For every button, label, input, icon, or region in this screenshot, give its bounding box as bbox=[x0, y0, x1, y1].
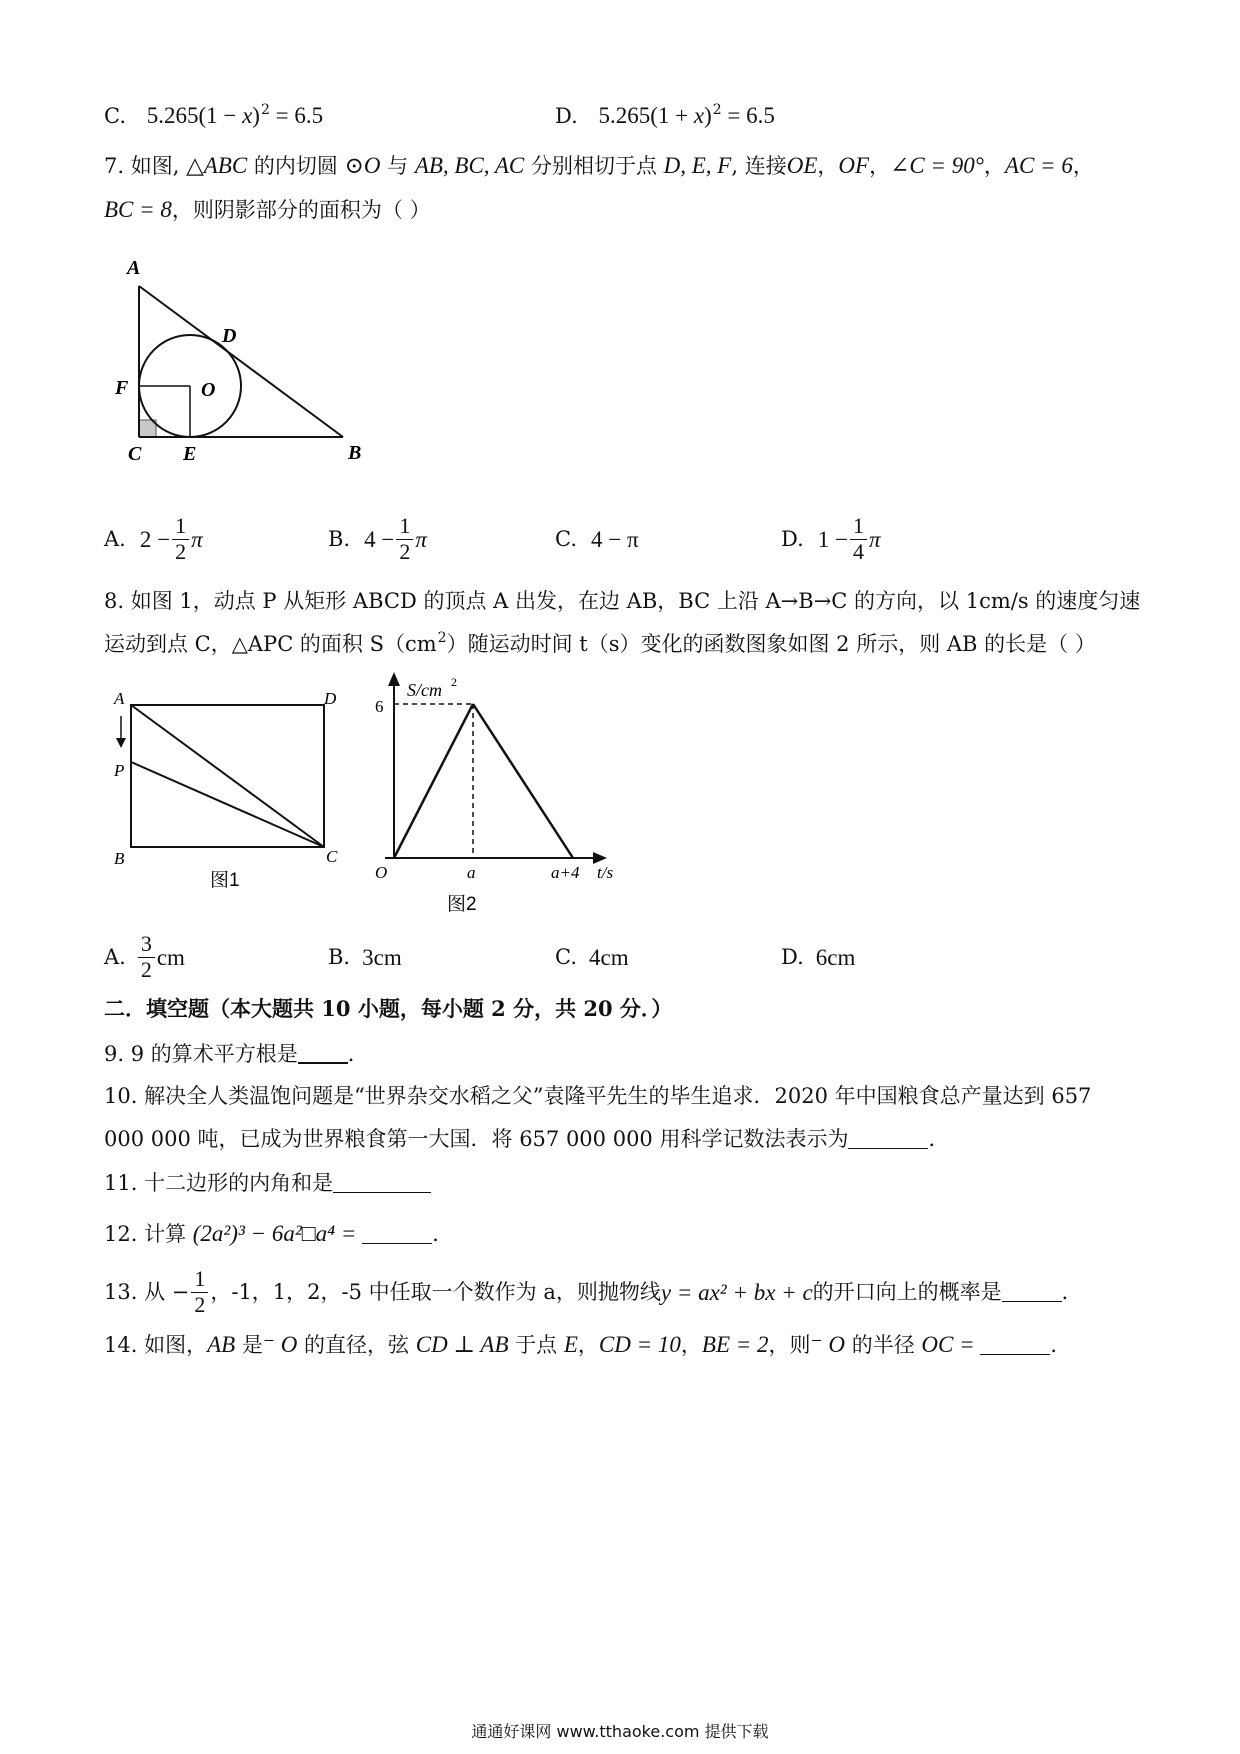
answer-blank[interactable] bbox=[848, 1130, 928, 1149]
q7-option-c bbox=[555, 512, 639, 566]
option-text: cm bbox=[156, 944, 185, 970]
q10-end: ． bbox=[928, 1127, 950, 1151]
frac-num: 1 bbox=[172, 514, 189, 539]
option-label: A. bbox=[104, 526, 126, 551]
label-a: A bbox=[114, 689, 125, 708]
option-expr-prefix: 5.265(1 + bbox=[598, 103, 694, 128]
q9 bbox=[104, 1044, 369, 1065]
option-label: C. bbox=[104, 104, 126, 128]
option-pre: 1 − bbox=[817, 526, 848, 552]
q7-triangle: △ABC bbox=[186, 153, 248, 178]
option-rhs: = 6.5 bbox=[269, 103, 324, 128]
q8-text: 运动到点 C，△APC 的面积 S（cm bbox=[104, 632, 437, 656]
q8-text: ）随运动时间 t（s）变化的函数图象如图 2 所示，则 AB 的长是（ ） bbox=[446, 632, 1096, 656]
frac-num: 1 bbox=[191, 1267, 208, 1292]
label-c: C bbox=[128, 443, 142, 465]
option-expr-var: x bbox=[242, 103, 253, 128]
label-a: A bbox=[127, 257, 141, 279]
q7-ac: AC = 6 bbox=[1004, 153, 1073, 178]
option-pre: 4 − bbox=[364, 526, 395, 552]
label-p: P bbox=[114, 761, 125, 780]
q8-option-d bbox=[781, 930, 855, 984]
q14-text: 的半径 bbox=[845, 1333, 922, 1357]
q7-text: 7. 如图, bbox=[104, 154, 187, 178]
option-label: A. bbox=[104, 944, 126, 969]
q7-angle: ∠C = 90° bbox=[890, 153, 984, 178]
q7-option-a bbox=[104, 512, 203, 566]
option-expr-var: x bbox=[693, 103, 705, 128]
q7-line2 bbox=[104, 198, 431, 221]
label-e: E bbox=[183, 443, 197, 465]
option-pre: 2 − bbox=[139, 526, 171, 552]
y-tick-6: 6 bbox=[375, 697, 384, 716]
origin-label: O bbox=[375, 863, 388, 882]
q12-text: 12. 计算 bbox=[104, 1222, 193, 1246]
option-label: B. bbox=[328, 526, 351, 551]
q7-line1 bbox=[104, 154, 1094, 177]
q12-end: ． bbox=[432, 1222, 454, 1246]
q6-option-d bbox=[555, 104, 775, 127]
q7-text: , 连接 bbox=[731, 154, 787, 178]
q7-text: 与 bbox=[380, 154, 415, 178]
frac-den: 2 bbox=[194, 1291, 206, 1317]
option-label: D. bbox=[781, 944, 804, 969]
q10-line2 bbox=[104, 1129, 949, 1150]
label-b: B bbox=[348, 442, 362, 464]
q13-text: ，-1，1，2，-5 中任取一个数作为 a，则抛物线 bbox=[210, 1279, 661, 1304]
option-post: π bbox=[415, 526, 427, 552]
x-axis-label: t/s bbox=[597, 863, 614, 882]
q8-option-a bbox=[104, 930, 185, 984]
q14-end: ． bbox=[1050, 1333, 1072, 1357]
answer-blank[interactable] bbox=[333, 1174, 431, 1193]
q8-line1: 8. 如图 1，动点 P 从矩形 ABCD 的顶点 A 出发，在边 AB，BC 上沿 A→B→C 的方向，以 1cm/s 的速度匀速 bbox=[104, 589, 1141, 613]
frac-den: 2 bbox=[399, 538, 411, 564]
y-axis-label-sup: 2 bbox=[451, 675, 457, 689]
label-d: D bbox=[324, 689, 337, 708]
q7-option-b bbox=[328, 512, 427, 566]
q7-text: ，则阴影部分的面积为（ ） bbox=[171, 198, 431, 222]
q7-figure bbox=[100, 250, 400, 480]
answer-blank[interactable] bbox=[980, 1336, 1050, 1355]
option-fraction bbox=[138, 932, 155, 981]
y-axis-label: S/cm bbox=[407, 680, 442, 700]
q7-text: ， bbox=[817, 154, 839, 178]
q14-text: 于点 bbox=[508, 1333, 564, 1357]
option-post: π bbox=[869, 526, 881, 552]
q7-points: D, E, F bbox=[663, 153, 732, 178]
q8-figure-2 bbox=[365, 668, 635, 918]
q8-figure-1 bbox=[108, 680, 348, 900]
q10-text: 000 000 吨，已成为世界粮食第一大国．将 657 000 000 用科学记数法表示为 bbox=[104, 1127, 849, 1151]
q9-text: 9. 9 的算术平方根是 bbox=[104, 1042, 298, 1066]
q14-cd: CD ⊥ AB bbox=[415, 1332, 509, 1357]
option-label: B. bbox=[328, 944, 351, 969]
q8-sup: 2 bbox=[437, 630, 447, 646]
y-axis-arrow-icon bbox=[388, 672, 400, 686]
x-tick-a-plus-4: a+4 bbox=[551, 863, 580, 882]
frac-den: 4 bbox=[853, 538, 864, 564]
frac-den: 2 bbox=[140, 956, 152, 982]
q12 bbox=[104, 1222, 453, 1245]
answer-blank[interactable] bbox=[1002, 1283, 1062, 1302]
option-label: D. bbox=[781, 526, 804, 551]
figure-caption: 图2 bbox=[447, 894, 477, 915]
option-post: π bbox=[191, 526, 203, 552]
option-label: C. bbox=[555, 944, 577, 969]
q7-circle: ⊙O bbox=[344, 153, 381, 178]
q11-text: 11. 十二边形的内角和是 bbox=[104, 1171, 334, 1195]
q7-text: ， bbox=[1072, 154, 1094, 178]
frac-num: 1 bbox=[850, 514, 867, 539]
down-arrow-icon bbox=[116, 738, 126, 748]
q14-cd-value: CD = 10 bbox=[598, 1332, 681, 1357]
answer-blank[interactable] bbox=[298, 1044, 348, 1064]
q7-option-d bbox=[781, 512, 881, 566]
q7-bc: BC = 8 bbox=[104, 197, 172, 222]
q14-text: 14. 如图， bbox=[104, 1333, 208, 1357]
q13-expression: y = ax² + bx + c bbox=[660, 1279, 813, 1305]
option-expr-prefix: 5.265(1 − bbox=[146, 103, 243, 128]
q8-option-b bbox=[328, 930, 402, 984]
option-text: 6cm bbox=[815, 944, 856, 970]
option-fraction bbox=[396, 514, 413, 563]
q13-fraction bbox=[191, 1267, 208, 1316]
option-fraction bbox=[850, 514, 867, 563]
footer: 通通好课网 www.tthaoke.com 提供下载 bbox=[471, 1722, 769, 1741]
q14-text: ，则 bbox=[768, 1333, 811, 1357]
frac-den: 2 bbox=[175, 538, 187, 564]
q13-text: 的开口向上的概率是 bbox=[812, 1279, 1002, 1304]
label-o: O bbox=[201, 379, 216, 401]
option-rhs: = 6.5 bbox=[721, 103, 775, 128]
q14-text: ， bbox=[577, 1333, 599, 1357]
q14-oc: OC = bbox=[921, 1332, 981, 1357]
q14-be: BE = 2 bbox=[701, 1332, 769, 1357]
label-f: F bbox=[115, 377, 129, 399]
q14-text: 的直径，弦 bbox=[297, 1333, 416, 1357]
q13-end: ． bbox=[1061, 1279, 1083, 1304]
q7-text: ， bbox=[869, 154, 891, 178]
section-heading: 二．填空题（本大题共 10 小题，每小题 2 分，共 20 分．） bbox=[104, 996, 673, 1021]
q7-text: 分别相切于点 bbox=[524, 154, 664, 178]
q13 bbox=[104, 1265, 1083, 1319]
q8-line2 bbox=[104, 630, 1096, 656]
option-expr-suffix: ) bbox=[704, 103, 712, 128]
option-label: C. bbox=[555, 526, 577, 551]
q9-end: ． bbox=[347, 1042, 369, 1066]
option-label: D. bbox=[555, 104, 578, 128]
q14-circle: ⁻ O bbox=[262, 1332, 298, 1357]
q14-e: E bbox=[563, 1332, 578, 1357]
option-fraction bbox=[172, 514, 189, 563]
x-tick-a: a bbox=[467, 863, 476, 882]
label-c: C bbox=[326, 847, 338, 866]
q6-option-c bbox=[104, 104, 323, 127]
option-exponent: 2 bbox=[260, 102, 270, 118]
label-b: B bbox=[114, 849, 125, 868]
q14-text: ， bbox=[680, 1333, 702, 1357]
q14 bbox=[104, 1333, 1071, 1356]
q7-oe: OE bbox=[786, 153, 818, 178]
q12-expression: (2a²)³ − 6a²□a⁴ = bbox=[192, 1221, 363, 1246]
option-text: 3cm bbox=[362, 944, 402, 970]
frac-num: 1 bbox=[396, 514, 413, 539]
q7-text: 的内切圆 bbox=[247, 154, 345, 178]
frac-num: 3 bbox=[138, 932, 155, 957]
q14-text: 是 bbox=[235, 1333, 263, 1357]
q11 bbox=[104, 1173, 431, 1194]
option-text: 4cm bbox=[589, 944, 629, 970]
option-exponent: 2 bbox=[712, 102, 722, 118]
answer-blank[interactable] bbox=[362, 1225, 432, 1244]
q14-ab: AB bbox=[207, 1332, 236, 1357]
q7-of: OF bbox=[838, 153, 870, 178]
q13-text: 13. 从 − bbox=[104, 1279, 190, 1304]
label-d: D bbox=[222, 325, 237, 347]
figure-caption: 图1 bbox=[210, 870, 240, 891]
option-pre: 4 − π bbox=[591, 526, 639, 552]
q14-circle: ⁻ O bbox=[810, 1332, 846, 1357]
q8-option-c bbox=[555, 930, 629, 984]
q10-line1: 10. 解决全人类温饱问题是“世界杂交水稻之父”袁隆平先生的毕生追求．2020 年中国粮食总产量达到 657 bbox=[104, 1084, 1092, 1108]
q7-sides: AB, BC, AC bbox=[414, 153, 525, 178]
option-expr-suffix: ) bbox=[252, 103, 260, 128]
q7-text: ， bbox=[983, 154, 1005, 178]
